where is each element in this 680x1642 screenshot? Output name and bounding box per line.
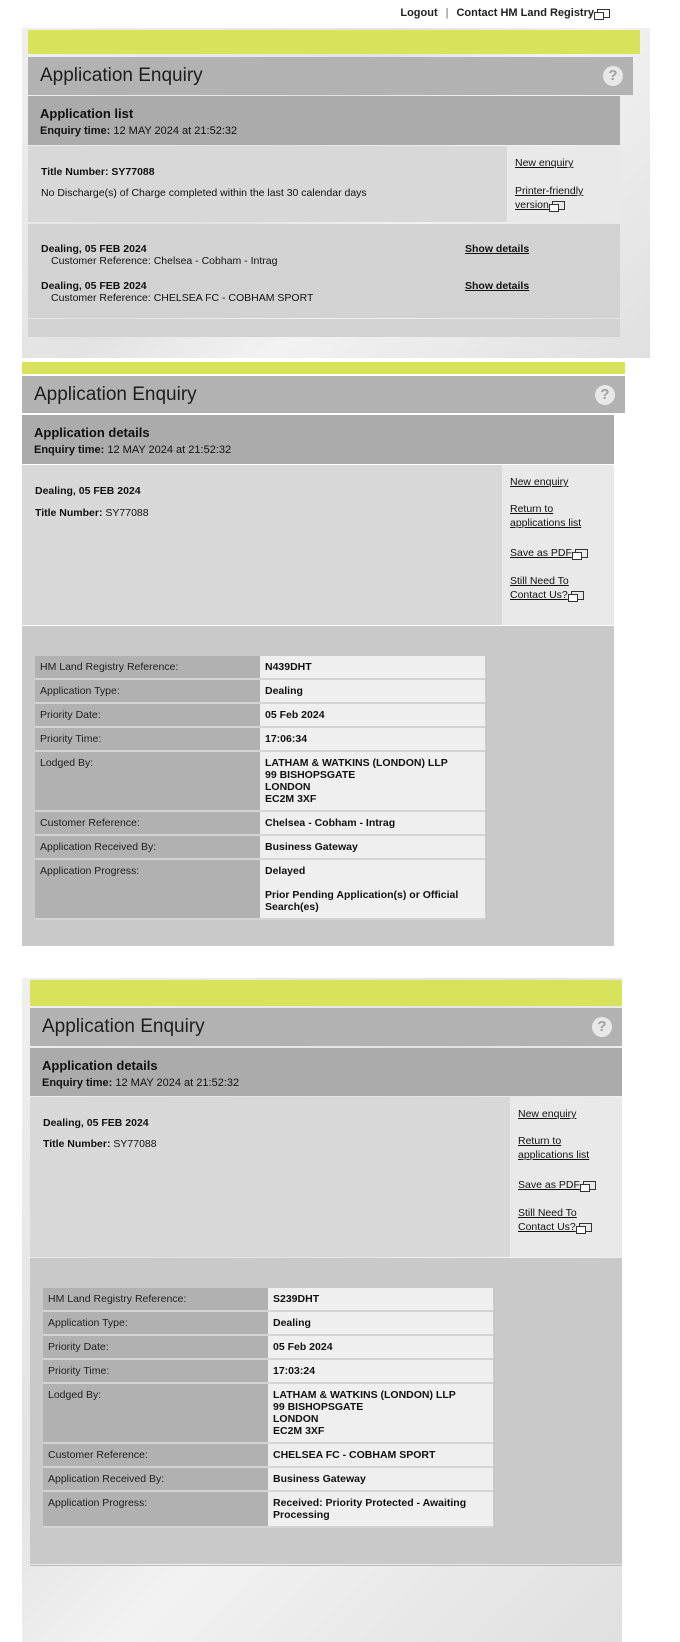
customer-reference-label: Customer Reference: bbox=[51, 255, 151, 267]
address-line: 99 BISHOPSGATE bbox=[273, 1401, 364, 1413]
new-enquiry-link[interactable]: New enquiry bbox=[510, 476, 569, 488]
panel2-lime-bar bbox=[22, 362, 625, 374]
panel2-title-bar bbox=[22, 376, 625, 413]
row-value: N439DHT bbox=[260, 656, 485, 679]
save-pdf-link[interactable] bbox=[510, 546, 606, 560]
row-value: CHELSEA FC - COBHAM SPORT bbox=[268, 1443, 493, 1467]
panel2-subheading bbox=[22, 415, 614, 464]
new-enquiry-link[interactable]: New enquiry bbox=[515, 157, 574, 169]
contact-link[interactable] bbox=[456, 7, 610, 19]
subheading-title: Application details bbox=[42, 1058, 158, 1073]
version-label: version bbox=[515, 199, 549, 211]
subheading-title: Application details bbox=[34, 425, 150, 440]
row-value bbox=[268, 1383, 493, 1443]
panel2-sidebar bbox=[502, 465, 614, 625]
row-value: Business Gateway bbox=[260, 835, 485, 859]
new-window-icon bbox=[597, 9, 610, 18]
panel1-footer bbox=[28, 319, 620, 337]
panel3-lime-bar bbox=[30, 980, 622, 1006]
enquiry-time-label: Enquiry time: bbox=[40, 125, 111, 137]
table-row bbox=[43, 1335, 493, 1359]
return-link-line1[interactable]: Return to bbox=[510, 503, 554, 515]
panel1-sidebar bbox=[507, 146, 620, 222]
row-label: Lodged By: bbox=[35, 751, 260, 811]
help-icon[interactable]: ? bbox=[592, 1017, 612, 1037]
customer-reference-value: CHELSEA FC - COBHAM SPORT bbox=[153, 292, 314, 304]
show-details-link[interactable]: Show details bbox=[465, 280, 530, 292]
table-row bbox=[43, 1288, 493, 1311]
dealing-item bbox=[41, 280, 611, 304]
address-line: LONDON bbox=[265, 781, 311, 793]
row-label: Lodged By: bbox=[43, 1383, 268, 1443]
contact-us-link-line1[interactable]: Still Need To bbox=[510, 575, 569, 587]
panel3-sidebar bbox=[510, 1097, 622, 1257]
panel3-subheading bbox=[30, 1048, 622, 1096]
table-row bbox=[35, 751, 485, 811]
address-line: LONDON bbox=[273, 1413, 319, 1425]
row-label: Application Type: bbox=[35, 679, 260, 703]
enquiry-time bbox=[42, 1077, 610, 1089]
row-value: 05 Feb 2024 bbox=[260, 703, 485, 727]
dealing-item bbox=[41, 243, 611, 267]
row-value: 17:06:34 bbox=[260, 727, 485, 751]
application-details-table bbox=[35, 656, 485, 920]
enquiry-time-label: Enquiry time: bbox=[42, 1077, 113, 1089]
row-label: Priority Time: bbox=[43, 1359, 268, 1383]
panel1-title-bar bbox=[28, 57, 633, 95]
address-line: EC2M 3XF bbox=[273, 1425, 325, 1437]
row-label: Application Type: bbox=[43, 1311, 268, 1335]
progress-status: Delayed bbox=[265, 865, 306, 877]
new-window-icon bbox=[579, 1223, 592, 1232]
customer-reference bbox=[41, 255, 611, 267]
dealing-date: Dealing, 05 FEB 2024 bbox=[41, 243, 147, 255]
return-link-line2[interactable]: applications list bbox=[518, 1149, 590, 1161]
return-link-line2[interactable]: applications list bbox=[510, 517, 582, 529]
panel3-detail-area bbox=[30, 1258, 622, 1564]
new-window-icon bbox=[575, 549, 588, 558]
title-number-value: SY77088 bbox=[105, 507, 149, 519]
customer-reference-label: Customer Reference: bbox=[51, 292, 151, 304]
row-label: Priority Time: bbox=[35, 727, 260, 751]
title-number bbox=[43, 1138, 157, 1150]
table-row bbox=[35, 656, 485, 679]
row-label: Application Received By: bbox=[35, 835, 260, 859]
progress-status: Received: Priority Protected - Awaiting bbox=[273, 1497, 467, 1509]
row-value bbox=[260, 859, 485, 919]
title-number-label: Title Number: bbox=[35, 507, 103, 519]
printer-friendly-version-link[interactable] bbox=[515, 198, 612, 212]
row-value: 05 Feb 2024 bbox=[268, 1335, 493, 1359]
page-title: Application Enquiry bbox=[40, 65, 203, 86]
table-row bbox=[43, 1491, 493, 1527]
help-icon[interactable]: ? bbox=[595, 385, 615, 405]
new-enquiry-link[interactable]: New enquiry bbox=[518, 1108, 577, 1120]
panel1-subheading bbox=[28, 96, 620, 145]
row-value: 17:03:24 bbox=[268, 1359, 493, 1383]
help-icon[interactable]: ? bbox=[603, 66, 623, 86]
row-label: HM Land Registry Reference: bbox=[35, 656, 260, 679]
row-value: Business Gateway bbox=[268, 1467, 493, 1491]
title-number bbox=[35, 507, 149, 519]
page-title: Application Enquiry bbox=[42, 1016, 205, 1037]
dealing-date: Dealing, 05 FEB 2024 bbox=[41, 280, 147, 292]
application-details-table bbox=[43, 1288, 493, 1528]
panel1-lime-bar bbox=[28, 30, 640, 54]
row-label: Customer Reference: bbox=[43, 1443, 268, 1467]
table-row bbox=[35, 811, 485, 835]
customer-reference-value: Chelsea - Cobham - Intrag bbox=[153, 255, 278, 267]
contact-us-label: Contact Us? bbox=[518, 1221, 576, 1233]
panel2-info-box bbox=[22, 465, 502, 625]
row-value: Dealing bbox=[260, 679, 485, 703]
contact-us-link-line2[interactable] bbox=[518, 1220, 614, 1234]
return-link-line1[interactable]: Return to bbox=[518, 1135, 562, 1147]
printer-friendly-link[interactable]: Printer-friendly bbox=[515, 185, 584, 197]
progress-status: Processing bbox=[273, 1509, 330, 1521]
new-window-icon bbox=[583, 1181, 596, 1190]
table-row bbox=[43, 1383, 493, 1443]
row-label: HM Land Registry Reference: bbox=[43, 1288, 268, 1311]
panel2-detail-area bbox=[22, 626, 614, 946]
table-row bbox=[35, 859, 485, 919]
enquiry-time bbox=[34, 444, 602, 456]
address-line: LATHAM & WATKINS (LONDON) LLP bbox=[265, 757, 448, 769]
save-pdf-link[interactable] bbox=[518, 1178, 614, 1192]
page-title: Application Enquiry bbox=[34, 383, 197, 405]
customer-reference bbox=[41, 292, 611, 304]
address-line: 99 BISHOPSGATE bbox=[265, 769, 356, 781]
subheading-title: Application list bbox=[40, 106, 134, 121]
enquiry-time-value: 12 MAY 2024 at 21:52:32 bbox=[113, 125, 238, 137]
title-number-label: Title Number: bbox=[43, 1138, 111, 1150]
row-label: Application Progress: bbox=[43, 1491, 268, 1527]
contact-us-link-line2[interactable] bbox=[510, 588, 606, 602]
enquiry-time-value: 12 MAY 2024 at 21:52:32 bbox=[115, 1077, 240, 1089]
table-row bbox=[35, 835, 485, 859]
table-row bbox=[35, 727, 485, 751]
enquiry-time-value: 12 MAY 2024 at 21:52:32 bbox=[107, 444, 232, 456]
row-value: Dealing bbox=[268, 1311, 493, 1335]
enquiry-time bbox=[40, 125, 608, 137]
table-row bbox=[35, 703, 485, 727]
row-label: Application Received By: bbox=[43, 1467, 268, 1491]
table-row bbox=[43, 1359, 493, 1383]
discharge-note: No Discharge(s) of Charge completed within the last 30 calendar days bbox=[41, 187, 367, 199]
enquiry-time-label: Enquiry time: bbox=[34, 444, 105, 456]
separator: | bbox=[445, 7, 449, 19]
show-details-link[interactable]: Show details bbox=[465, 243, 530, 255]
save-pdf-label: Save as PDF bbox=[518, 1179, 580, 1191]
progress-detail: Prior Pending Application(s) or Official bbox=[265, 889, 459, 901]
row-value bbox=[260, 751, 485, 811]
row-value: Chelsea - Cobham - Intrag bbox=[260, 811, 485, 835]
row-value bbox=[268, 1491, 493, 1527]
contact-link-label: Contact HM Land Registry bbox=[456, 7, 594, 19]
panel3-title-bar bbox=[30, 1008, 622, 1046]
table-row bbox=[43, 1443, 493, 1467]
title-number: Title Number: SY77088 bbox=[41, 166, 155, 178]
row-label: Application Progress: bbox=[35, 859, 260, 919]
new-window-icon bbox=[571, 591, 584, 600]
save-pdf-label: Save as PDF bbox=[510, 547, 572, 559]
table-row bbox=[35, 679, 485, 703]
row-label: Customer Reference: bbox=[35, 811, 260, 835]
dealing-heading: Dealing, 05 FEB 2024 bbox=[35, 485, 141, 497]
progress-detail: Search(es) bbox=[265, 901, 319, 913]
row-value: S239DHT bbox=[268, 1288, 493, 1311]
title-number-value: SY77088 bbox=[113, 1138, 157, 1150]
contact-us-link-line1[interactable]: Still Need To bbox=[518, 1207, 577, 1219]
panel3-bottom-divider bbox=[30, 1565, 622, 1566]
address-line: EC2M 3XF bbox=[265, 793, 317, 805]
panel1-info-box bbox=[28, 146, 507, 222]
logout-link[interactable]: Logout bbox=[400, 7, 438, 19]
contact-us-label: Contact Us? bbox=[510, 589, 568, 601]
panel3-info-box bbox=[30, 1097, 510, 1257]
row-label: Priority Date: bbox=[35, 703, 260, 727]
dealing-heading: Dealing, 05 FEB 2024 bbox=[43, 1117, 149, 1129]
table-row bbox=[43, 1311, 493, 1335]
table-row bbox=[43, 1467, 493, 1491]
new-window-icon bbox=[552, 201, 565, 210]
address-line: LATHAM & WATKINS (LONDON) LLP bbox=[273, 1389, 456, 1401]
row-label: Priority Date: bbox=[43, 1335, 268, 1359]
dealings-list bbox=[28, 224, 620, 318]
top-links bbox=[400, 7, 610, 19]
